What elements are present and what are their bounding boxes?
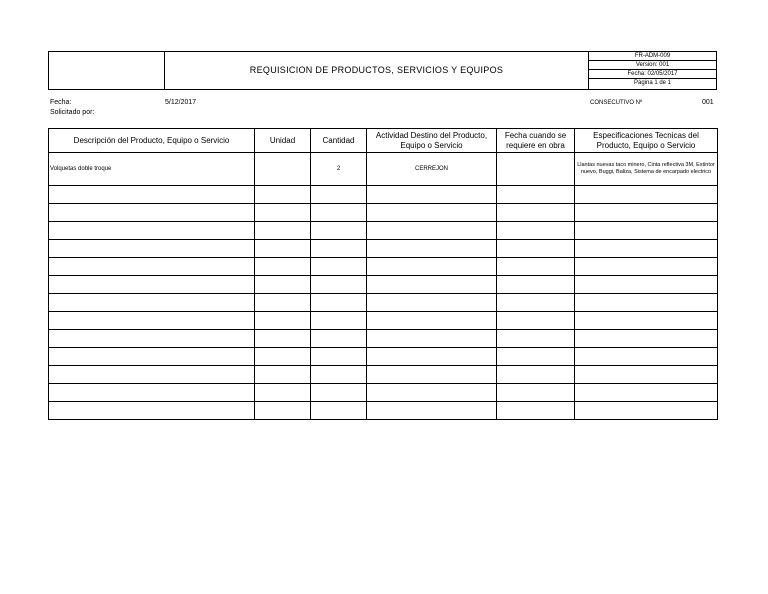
consecutivo-label: CONSECUTIVO Nº <box>590 100 643 106</box>
cell-especificaciones[interactable] <box>575 384 718 402</box>
solicitado-label: Solicitado por: <box>50 109 95 116</box>
cell-fecha[interactable] <box>497 204 575 222</box>
requisition-table <box>48 128 718 420</box>
cell-fecha[interactable] <box>497 312 575 330</box>
cell-cantidad[interactable] <box>311 258 367 276</box>
cell-fecha[interactable] <box>497 330 575 348</box>
cell-unidad[interactable] <box>255 240 311 258</box>
cell-actividad[interactable]: CERREJON <box>367 153 497 186</box>
cell-descripcion[interactable] <box>49 294 255 312</box>
cell-descripcion[interactable] <box>49 276 255 294</box>
table-row <box>49 384 718 402</box>
cell-especificaciones[interactable] <box>575 240 718 258</box>
cell-fecha[interactable] <box>497 348 575 366</box>
cell-especificaciones[interactable] <box>575 186 718 204</box>
cell-fecha[interactable] <box>497 240 575 258</box>
cell-cantidad[interactable] <box>311 366 367 384</box>
cell-descripcion[interactable] <box>49 240 255 258</box>
cell-unidad[interactable] <box>255 330 311 348</box>
cell-fecha[interactable] <box>497 153 575 186</box>
cell-cantidad[interactable] <box>311 204 367 222</box>
table-row <box>49 240 718 258</box>
cell-unidad[interactable] <box>255 312 311 330</box>
table-row <box>49 348 718 366</box>
cell-actividad[interactable] <box>367 186 497 204</box>
cell-descripcion[interactable] <box>49 186 255 204</box>
cell-descripcion[interactable] <box>49 384 255 402</box>
cell-fecha[interactable] <box>497 186 575 204</box>
cell-cantidad[interactable] <box>311 330 367 348</box>
cell-descripcion[interactable] <box>49 204 255 222</box>
cell-actividad[interactable] <box>367 240 497 258</box>
cell-especificaciones[interactable] <box>575 258 718 276</box>
cell-especificaciones[interactable] <box>575 276 718 294</box>
cell-fecha[interactable] <box>497 402 575 420</box>
cell-especificaciones[interactable] <box>575 330 718 348</box>
cell-fecha[interactable] <box>497 222 575 240</box>
table-row <box>49 186 718 204</box>
form-version: Version: 001 <box>635 62 670 68</box>
cell-cantidad[interactable] <box>311 294 367 312</box>
cell-fecha[interactable] <box>497 276 575 294</box>
cell-especificaciones[interactable] <box>575 366 718 384</box>
cell-especificaciones[interactable] <box>575 294 718 312</box>
cell-actividad[interactable] <box>367 222 497 240</box>
cell-fecha[interactable] <box>497 294 575 312</box>
cell-unidad[interactable] <box>255 348 311 366</box>
table-row <box>49 294 718 312</box>
fecha-value: 5/12/2017 <box>165 99 197 106</box>
cell-unidad[interactable] <box>255 276 311 294</box>
cell-actividad[interactable] <box>367 276 497 294</box>
cell-unidad[interactable] <box>255 258 311 276</box>
cell-cantidad[interactable] <box>311 276 367 294</box>
cell-cantidad[interactable]: 2 <box>311 153 367 186</box>
table-row <box>49 204 718 222</box>
form-code: FR-ADM-009 <box>634 53 671 59</box>
cell-descripcion[interactable] <box>49 258 255 276</box>
cell-actividad[interactable] <box>367 312 497 330</box>
cell-especificaciones[interactable] <box>575 348 718 366</box>
cell-cantidad[interactable] <box>311 222 367 240</box>
cell-fecha[interactable] <box>497 366 575 384</box>
col-fecha: Fecha cuando se requiere en obra <box>497 129 575 153</box>
cell-cantidad[interactable] <box>311 384 367 402</box>
cell-actividad[interactable] <box>367 348 497 366</box>
fecha-label: Fecha: <box>50 99 72 106</box>
cell-actividad[interactable] <box>367 204 497 222</box>
cell-cantidad[interactable] <box>311 240 367 258</box>
col-unidad: Unidad <box>255 129 311 153</box>
cell-fecha[interactable] <box>497 384 575 402</box>
table-row <box>49 402 718 420</box>
cell-especificaciones[interactable] <box>575 312 718 330</box>
cell-especificaciones[interactable] <box>575 222 718 240</box>
col-actividad: Actividad Destino del Producto, Equipo o Servicio <box>367 129 497 153</box>
col-especificaciones: Especificaciones Tecnicas del Producto, Equipo o Servicio <box>575 129 718 153</box>
table-row <box>49 222 718 240</box>
cell-descripcion[interactable] <box>49 402 255 420</box>
cell-cantidad[interactable] <box>311 402 367 420</box>
cell-cantidad[interactable] <box>311 186 367 204</box>
cell-actividad[interactable] <box>367 402 497 420</box>
cell-unidad[interactable] <box>255 222 311 240</box>
cell-descripcion[interactable] <box>49 330 255 348</box>
col-cantidad: Cantidad <box>311 129 367 153</box>
table-row <box>49 153 718 186</box>
logo-area <box>49 52 163 89</box>
cell-descripcion[interactable] <box>49 366 255 384</box>
consecutivo-value: 001 <box>702 99 714 106</box>
cell-unidad[interactable] <box>255 204 311 222</box>
cell-actividad[interactable] <box>367 258 497 276</box>
table-row <box>49 330 718 348</box>
cell-unidad[interactable] <box>255 294 311 312</box>
cell-unidad[interactable] <box>255 153 311 186</box>
col-descripcion: Descripción del Producto, Equipo o Servicio <box>49 129 255 153</box>
cell-actividad[interactable] <box>367 366 497 384</box>
cell-cantidad[interactable] <box>311 312 367 330</box>
cell-descripcion[interactable] <box>49 312 255 330</box>
table-row <box>49 258 718 276</box>
cell-descripcion[interactable] <box>49 222 255 240</box>
cell-actividad[interactable] <box>367 294 497 312</box>
cell-unidad[interactable] <box>255 366 311 384</box>
cell-fecha[interactable] <box>497 258 575 276</box>
form-title: REQUISICION DE PRODUCTOS, SERVICIOS Y EQUIPOS <box>249 65 504 75</box>
cell-unidad[interactable] <box>255 384 311 402</box>
cell-actividad[interactable] <box>367 330 497 348</box>
table-row <box>49 366 718 384</box>
form-date: Fecha: 02/05/2017 <box>627 71 678 77</box>
cell-unidad[interactable] <box>255 186 311 204</box>
cell-descripcion[interactable]: Volquetas doble troque <box>49 153 255 186</box>
table-row <box>49 276 718 294</box>
cell-actividad[interactable] <box>367 384 497 402</box>
cell-especificaciones[interactable]: Llantas nuevas taco minero, Cinta reflectiva 3M, Extintor nuevo, Buggi, Baliza, Sistema de encarpado electrico <box>575 153 718 186</box>
table-row <box>49 312 718 330</box>
cell-especificaciones[interactable] <box>575 204 718 222</box>
cell-descripcion[interactable] <box>49 348 255 366</box>
cell-unidad[interactable] <box>255 402 311 420</box>
cell-cantidad[interactable] <box>311 348 367 366</box>
cell-especificaciones[interactable] <box>575 402 718 420</box>
form-page: Página 1 de 1 <box>633 80 672 86</box>
